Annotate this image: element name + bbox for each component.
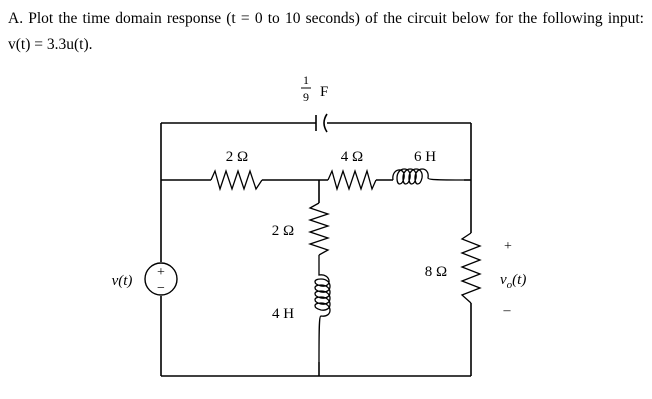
voltage-source-label: v(t): [111, 273, 133, 289]
question-text: A. Plot the time domain response (t = 0 to 10 seconds) of the circuit below for the following input: v(t) = 3.3u(t).: [8, 10, 644, 53]
resistor-middle-label: 2 Ω: [271, 223, 295, 239]
resistor-middle-symbol: [310, 203, 328, 255]
output-label-arg: (t): [512, 272, 527, 288]
capacitor-denominator: 9: [303, 90, 309, 104]
output-plus: +: [504, 239, 512, 254]
output-label-sub: o: [506, 279, 513, 291]
capacitor-symbol: [316, 114, 327, 132]
output-minus: –: [503, 303, 511, 318]
inductor-top-label: 6 H: [413, 149, 437, 165]
inductor-top-symbol: [393, 169, 464, 184]
resistor-top-right-label: 4 Ω: [340, 149, 364, 165]
output-label-main: v: [500, 272, 507, 288]
resistor-top-left-label: 2 Ω: [225, 149, 249, 165]
inductor-middle-symbol: [315, 255, 330, 362]
voltage-source-plus: +: [157, 265, 165, 280]
resistor-top-left-symbol: [211, 171, 262, 189]
resistor-top-right-symbol: [328, 171, 376, 189]
voltage-source-minus: −: [157, 281, 165, 296]
capacitor-label: [301, 73, 328, 104]
voltage-source: [145, 263, 177, 296]
resistor-right-symbol: [462, 233, 480, 303]
output-label: [500, 272, 526, 291]
capacitor-unit: F: [320, 84, 329, 100]
resistor-right-label: 8 Ω: [424, 264, 448, 280]
capacitor-numerator: 1: [303, 73, 309, 87]
inductor-middle-label: 4 H: [271, 306, 295, 322]
